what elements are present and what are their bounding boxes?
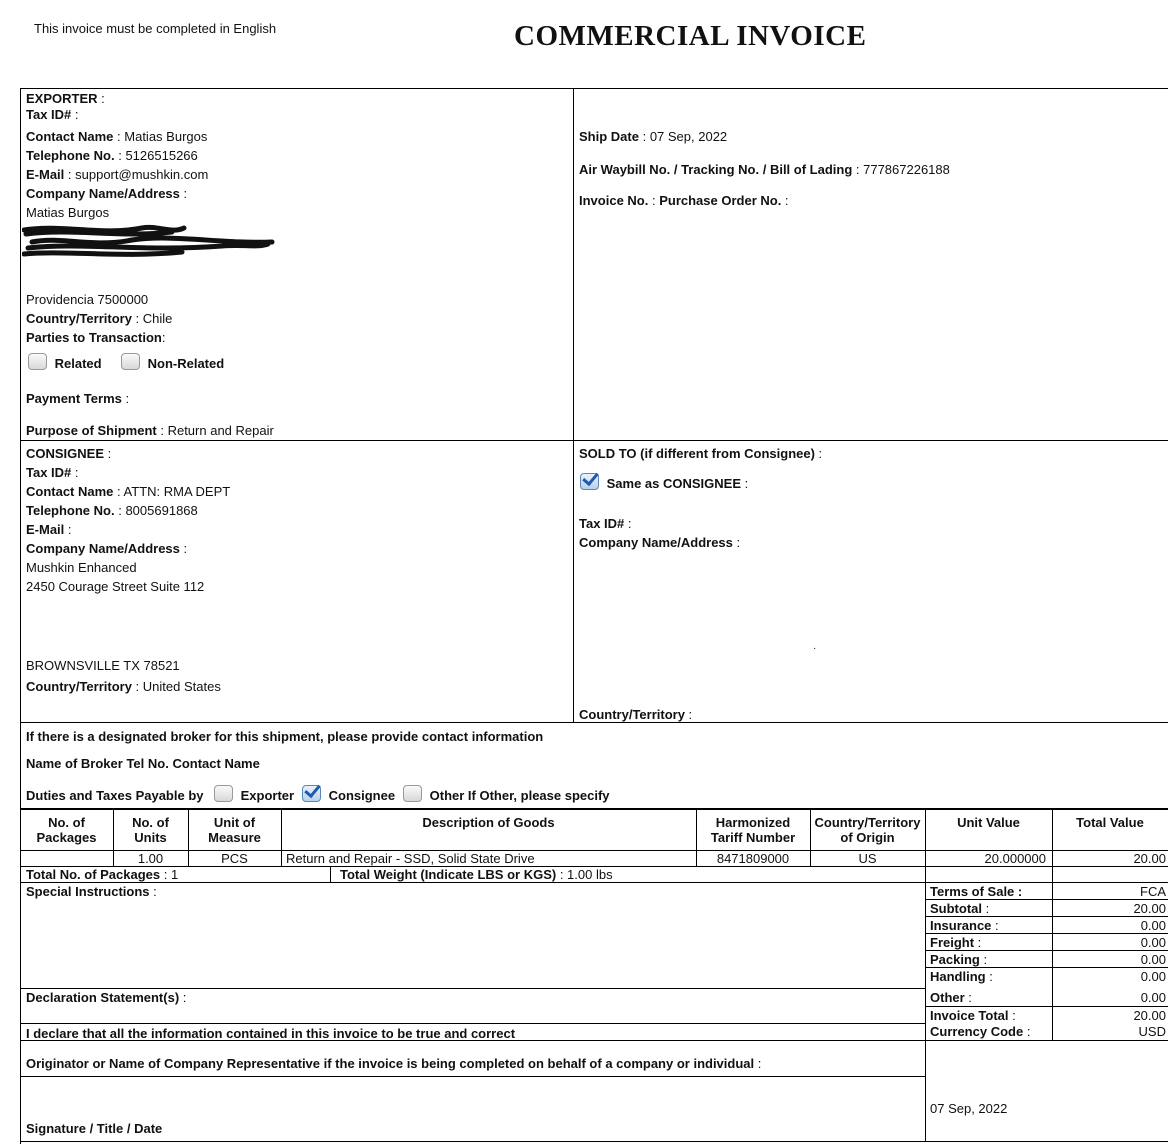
currency-code-value: USD	[1138, 1024, 1166, 1039]
exporter-contact: Contact Name : Matias Burgos	[26, 129, 208, 144]
subtotal-label: Subtotal :	[930, 901, 990, 916]
row-unit-value: 20.000000	[984, 851, 1046, 866]
rule-totals-6	[925, 1006, 1168, 1007]
row-total-value: 20.00	[1133, 851, 1166, 866]
exporter-parties-label: Parties to Transaction:	[26, 330, 166, 345]
col-header-total-value: Total Value	[1076, 815, 1144, 830]
col-header-uom: Unit of Measure	[208, 815, 261, 845]
row-description: Return and Repair - SSD, Solid State Drive	[286, 851, 535, 866]
checkbox-related[interactable]: Related	[28, 353, 102, 371]
duties-consignee-option[interactable]: Consignee	[302, 785, 395, 803]
rule-summary-top	[20, 882, 1168, 883]
declaration-statements: Declaration Statement(s) :	[26, 990, 187, 1005]
consignee-city: BROWNSVILLE TX 78521	[26, 658, 180, 673]
rule-weight-sep	[330, 866, 331, 882]
consignee-heading: CONSIGNEE :	[26, 446, 112, 461]
subtotal-value: 20.00	[1133, 901, 1166, 916]
packing-value: 0.00	[1140, 952, 1166, 967]
duties-payable-by: Duties and Taxes Payable by	[26, 788, 204, 803]
consignee-checkbox-icon	[302, 785, 321, 802]
invoice-total-value: 20.00	[1133, 1008, 1166, 1023]
rule-mid-vertical	[573, 88, 574, 722]
same-as-consignee-checkbox-icon	[580, 473, 599, 490]
rule-totals-5	[925, 967, 1168, 968]
consignee-phone: Telephone No. : 8005691868	[26, 503, 198, 518]
rule-declaration-top	[20, 988, 925, 989]
non-related-checkbox-icon	[121, 353, 140, 370]
english-note: This invoice must be completed in English	[34, 21, 277, 36]
rule-exporter-bottom	[20, 440, 1168, 441]
checkbox-non-related[interactable]: Non-Related	[121, 353, 224, 371]
row-hts: 8471809000	[716, 851, 790, 866]
sold-to-tax-id: Tax ID# :	[579, 516, 632, 531]
exporter-email: E-Mail : support@mushkin.com	[26, 167, 209, 182]
terms-of-sale-label: Terms of Sale :	[930, 884, 1023, 899]
freight-value: 0.00	[1140, 935, 1166, 950]
invoice-title: COMMERCIAL INVOICE	[514, 20, 867, 52]
packing-label: Packing :	[930, 952, 988, 967]
col-header-units: No. of Units	[132, 815, 169, 845]
consignee-tax-id: Tax ID# :	[26, 465, 79, 480]
exporter-heading: EXPORTER :	[26, 91, 105, 106]
currency-code-label: Currency Code :	[930, 1024, 1031, 1039]
insurance-label: Insurance :	[930, 918, 999, 933]
tracking-number: Air Waybill No. / Tracking No. / Bill of Lading : 777867226188	[579, 162, 950, 177]
purpose-of-shipment: Purpose of Shipment : Return and Repair	[26, 423, 274, 438]
row-origin: US	[858, 851, 877, 866]
exporter-checkbox-icon	[214, 785, 233, 802]
col-header-hts: Harmonized Tariff Number	[710, 815, 796, 845]
exporter-tax-id: Tax ID# :	[26, 107, 79, 122]
col-header-packages: No. of Packages	[36, 815, 97, 845]
rule-totals-4	[925, 950, 1168, 951]
rule-signature-top	[20, 1076, 925, 1077]
terms-of-sale-value: FCA	[1140, 884, 1166, 899]
sold-to-heading: SOLD TO (if different from Consignee) :	[579, 446, 823, 461]
related-checkbox-icon	[28, 353, 47, 370]
rule-bottom	[20, 1141, 1168, 1142]
signature-label: Signature / Title / Date	[26, 1121, 163, 1136]
consignee-street: 2450 Courage Street Suite 112	[26, 579, 205, 594]
row-uom: PCS	[221, 851, 248, 866]
exporter-company: Matias Burgos	[26, 205, 110, 220]
exporter-company-label: Company Name/Address :	[26, 186, 188, 201]
signature-date: 07 Sep, 2022	[930, 1101, 1008, 1116]
rule-totals-3	[925, 933, 1168, 934]
duties-exporter-option[interactable]: Exporter	[214, 785, 294, 803]
checkbox-same-as-consignee[interactable]: Same as CONSIGNEE :	[580, 473, 748, 491]
freight-label: Freight :	[930, 935, 982, 950]
exporter-city: Providencia 7500000	[26, 292, 149, 307]
handling-value: 0.00	[1140, 969, 1166, 984]
redacted-address-scribble	[22, 222, 282, 262]
insurance-value: 0.00	[1140, 918, 1166, 933]
declare-text: I declare that all the information contained in this invoice to be true and correct	[26, 1026, 516, 1041]
ship-date: Ship Date : 07 Sep, 2022	[579, 129, 728, 144]
broker-intro: If there is a designated broker for this shipment, please provide contact information	[26, 729, 544, 744]
consignee-country: Country/Territory : United States	[26, 679, 221, 694]
exporter-phone: Telephone No. : 5126515266	[26, 148, 198, 163]
payment-terms: Payment Terms :	[26, 391, 130, 406]
consignee-company: Mushkin Enhanced	[26, 560, 137, 575]
row-units: 1.00	[137, 851, 164, 866]
col-header-description: Description of Goods	[422, 815, 555, 830]
other-value: 0.00	[1140, 990, 1166, 1005]
total-packages: Total No. of Packages : 1	[26, 867, 179, 882]
invoice-total-label: Invoice Total :	[930, 1008, 1016, 1023]
other-label: Other :	[930, 990, 972, 1005]
total-weight: Total Weight (Indicate LBS or KGS) : 1.00 lbs	[340, 867, 613, 882]
rule-totals-2	[925, 916, 1168, 917]
consignee-email: E-Mail :	[26, 522, 72, 537]
sold-to-country: Country/Territory :	[579, 707, 693, 722]
originator-label: Originator or Name of Company Representative if the invoice is being completed on behalf of a company or individual :	[26, 1056, 762, 1071]
sold-to-company: Company Name/Address :	[579, 535, 741, 550]
other-checkbox-icon	[403, 785, 422, 802]
rule-declare-top	[20, 1023, 925, 1024]
duties-other-option[interactable]: Other If Other, please specify	[403, 785, 610, 803]
col-header-unit-value: Unit Value	[957, 815, 1020, 830]
special-instructions: Special Instructions :	[26, 884, 157, 899]
invoice-po-numbers: Invoice No. : Purchase Order No. :	[579, 193, 789, 208]
exporter-country: Country/Territory : Chile	[26, 311, 173, 326]
rule-broker-bottom	[20, 808, 1168, 810]
rule-totals-1	[925, 899, 1168, 900]
rule-consignee-bottom	[20, 722, 1168, 723]
col-header-origin: Country/Territory of Origin	[814, 815, 921, 845]
consignee-company-label: Company Name/Address :	[26, 541, 188, 556]
broker-labels: Name of Broker Tel No. Contact Name	[26, 756, 260, 771]
consignee-contact: Contact Name : ATTN: RMA DEPT	[26, 484, 231, 499]
handling-label: Handling :	[930, 969, 993, 984]
stray-dot: ·	[813, 643, 817, 654]
